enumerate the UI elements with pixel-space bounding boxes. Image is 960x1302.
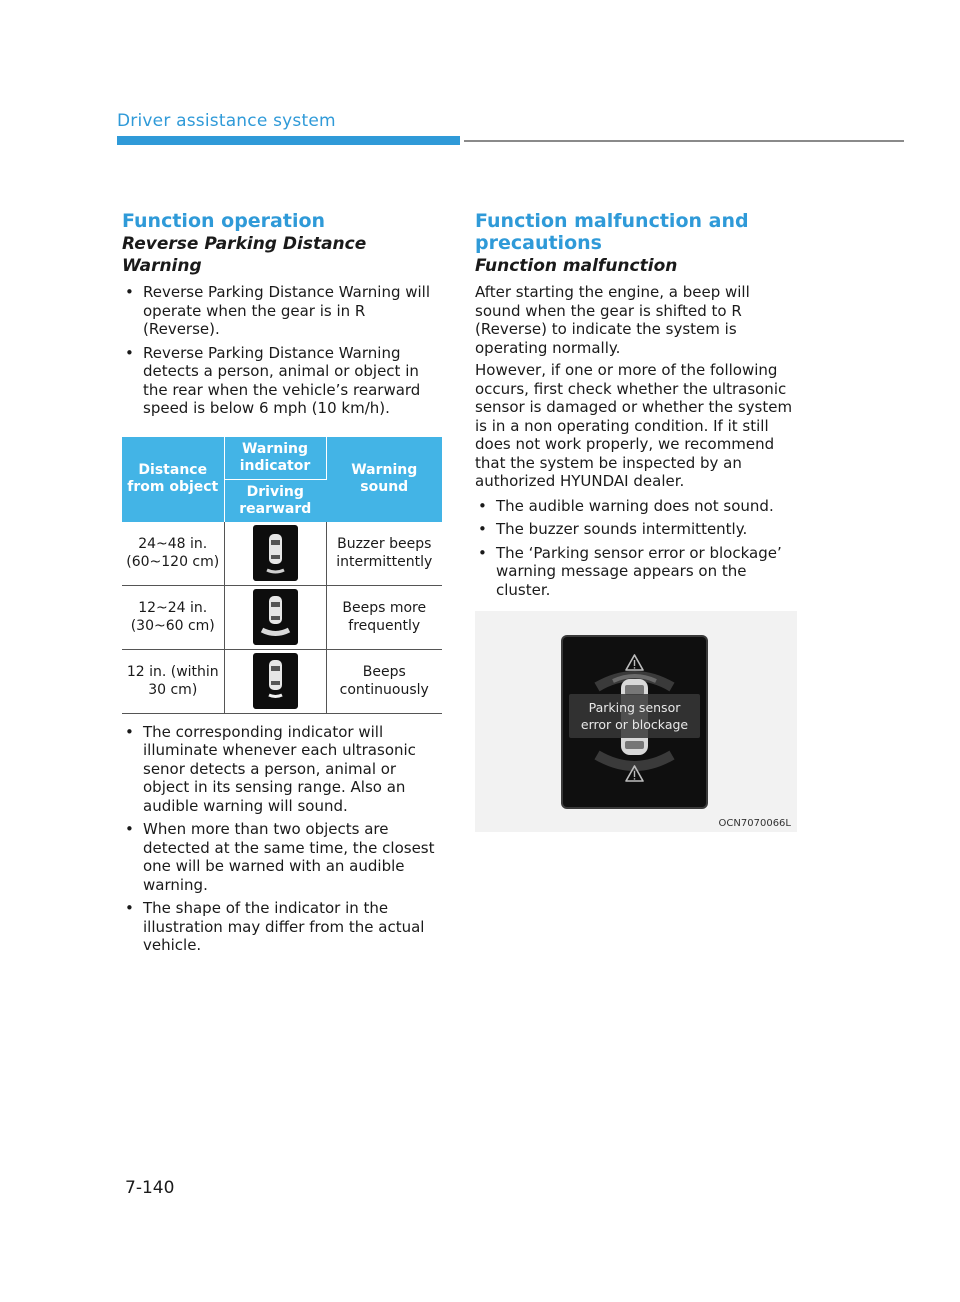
- bullet-icon: •: [478, 496, 487, 515]
- paragraph-normal-operation: After starting the engine, a beep will sound when the gear is shifted to R (Reverse) to indicate the system is operating normally.: [475, 283, 750, 357]
- page-number: 7-140: [125, 1178, 175, 1198]
- bullet-icon: •: [125, 283, 134, 301]
- bullet-list-top: [122, 283, 442, 418]
- list-item: • The audible warning does not sound.: [478, 496, 774, 515]
- left-column: [122, 210, 442, 960]
- warning-message-box: [569, 694, 700, 738]
- figure-code: OCN7070066L: [718, 818, 791, 829]
- header-driving-rearward: Driving rearward: [224, 479, 326, 522]
- subtitle-reverse-parking: Reverse Parking Distance Warning: [122, 234, 367, 276]
- parking-indicator-icon: [253, 589, 298, 645]
- bullet-icon: •: [478, 520, 487, 538]
- section-header: Driver assistance system: [117, 111, 336, 131]
- sound-cell: Buzzer beeps intermittently: [326, 522, 442, 586]
- right-column: [475, 210, 797, 832]
- bullet-icon: •: [125, 820, 134, 838]
- bullet-list-bottom: [122, 723, 442, 955]
- table-row: [122, 522, 442, 586]
- distance-cell: 12 in. (within 30 cm): [122, 649, 224, 713]
- malfunction-bullet-list: [475, 497, 797, 600]
- header-distance: Distance from object: [122, 437, 224, 522]
- cluster-figure: [475, 611, 797, 832]
- list-item: • The buzzer sounds intermittently.: [478, 520, 748, 538]
- list-item: • The corresponding indicator will illuminate whenever each ultrasonic senor detects a person, animal or object in its sensing range. Also an audible warning will sound.: [125, 722, 416, 815]
- parking-indicator-icon: [253, 525, 298, 581]
- list-item: • Reverse Parking Distance Warning will operate when the gear is in R (Reverse).: [125, 283, 431, 338]
- indicator-cell: [224, 522, 326, 586]
- warning-triangle-icon: [626, 655, 643, 670]
- header-rule-accent: [117, 136, 460, 145]
- parking-indicator-icon: [253, 653, 298, 709]
- paragraph-check-sensor: However, if one or more of the following occurs, first check whether the ultrasonic sensor is damaged or whether the system is in a non operating condition. If it still does not work properly, we recommend that the system be inspected by an authorized HYUNDAI dealer.: [475, 361, 793, 490]
- list-item: • When more than two objects are detected at the same time, the closest one will be warned with an audible warning.: [125, 820, 435, 894]
- bullet-icon: •: [478, 543, 487, 562]
- header-sound: Warning sound: [326, 437, 442, 522]
- section-title-malfunction: Function malfunction and precautions: [475, 210, 749, 254]
- header-indicator: Warning indicator: [224, 437, 326, 480]
- sound-cell: Beeps continuously: [326, 649, 442, 713]
- section-title-function-operation: Function operation: [122, 210, 326, 232]
- subtitle-function-malfunction: Function malfunction: [475, 256, 678, 276]
- bullet-icon: •: [125, 343, 134, 362]
- indicator-cell: [224, 585, 326, 649]
- list-item: • Reverse Parking Distance Warning detects a person, animal or object in the rear when the vehicle’s rearward speed is below 6 mph (10 km/h).: [125, 343, 421, 417]
- indicator-cell: [224, 649, 326, 713]
- sound-cell: Beeps more frequently: [326, 585, 442, 649]
- table-row: [122, 649, 442, 713]
- distance-cell: 12~24 in. (30~60 cm): [122, 585, 224, 649]
- distance-cell: 24~48 in. (60~120 cm): [122, 522, 224, 586]
- header-rule: [464, 140, 904, 142]
- message-line-1: Parking sensor: [588, 700, 681, 715]
- cluster-display: [563, 637, 706, 807]
- bullet-icon: •: [125, 899, 134, 917]
- table-row: [122, 585, 442, 649]
- message-line-2: error or blockage: [580, 717, 689, 732]
- warning-table: [122, 437, 442, 714]
- list-item: • The shape of the indicator in the illustration may differ from the actual vehicle.: [125, 899, 425, 954]
- bullet-icon: •: [125, 722, 134, 741]
- list-item: • The ‘Parking sensor error or blockage’ warning message appears on the cluster.: [478, 543, 782, 599]
